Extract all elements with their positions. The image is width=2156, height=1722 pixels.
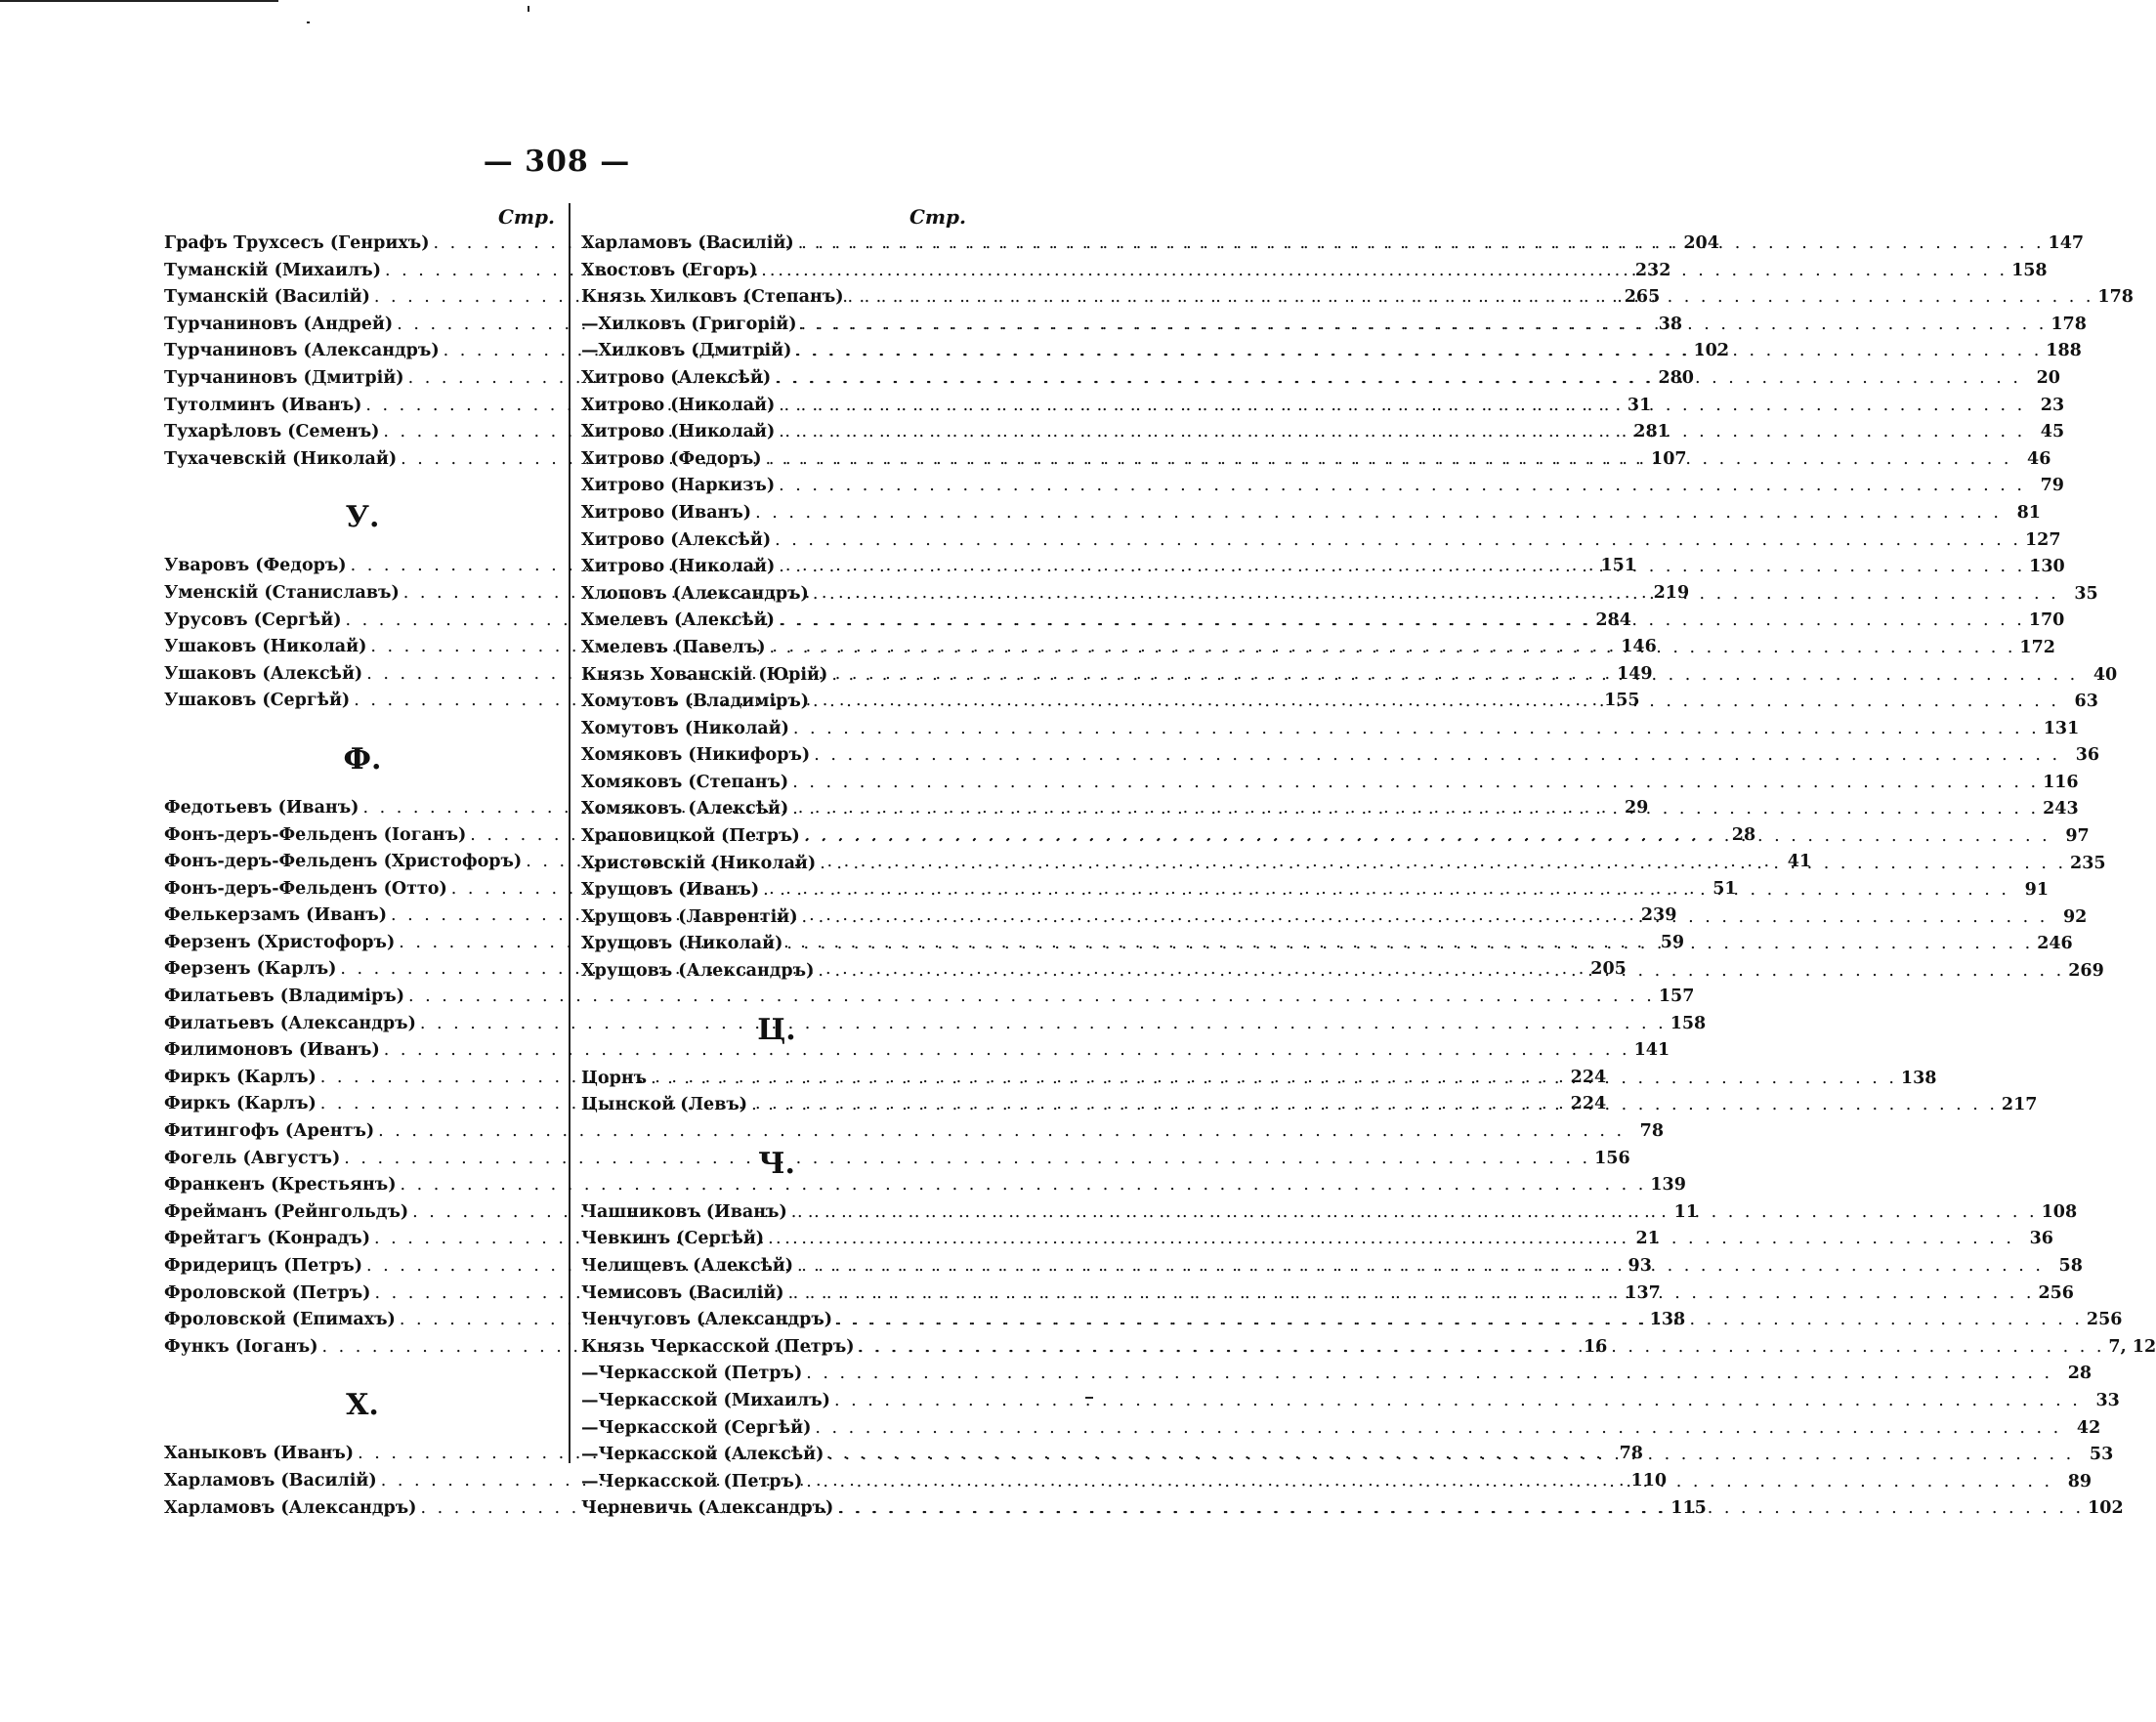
entry-page-number: 36 xyxy=(2075,745,2100,766)
entry-page-number: 116 xyxy=(2043,772,2079,792)
entry-name: Тухачевскій (Николай) xyxy=(164,448,398,469)
dot-leader xyxy=(834,1391,2081,1410)
entry-name: Чемисовъ (Василій) xyxy=(581,1282,784,1303)
index-entry xyxy=(164,987,1695,1014)
entry-page-number: 151 xyxy=(1600,556,1636,576)
entry-page-number: 29 xyxy=(1624,797,1649,818)
entry-name: Хитрово (Федоръ) xyxy=(581,448,762,469)
entry-name: Князь Черкасской (Петръ) xyxy=(581,1336,855,1357)
entry-page-number: 115 xyxy=(1670,1497,1707,1518)
entry-name: Уваровъ (Федоръ) xyxy=(164,556,347,576)
entry-page-number: 172 xyxy=(2019,637,2055,657)
entry-page-number: 102 xyxy=(1693,341,1729,361)
dot-leader xyxy=(797,1256,2044,1276)
entry-page-number: 235 xyxy=(2070,853,2106,873)
entry-page-number: 59 xyxy=(1660,932,1685,952)
entry-name: Христовскій (Николай) xyxy=(581,853,817,873)
dot-leader xyxy=(795,341,2042,360)
entry-page-number: 219 xyxy=(1653,582,1690,603)
entry-name: Ферзенъ (Христофоръ) xyxy=(164,932,396,952)
entry-page-number: 41 xyxy=(1787,852,1812,872)
entry-name: Хитрово (Николай) xyxy=(581,557,776,577)
entry-name: Хитрово (Николай) xyxy=(581,395,776,415)
entry-name: Цынской (Левъ) xyxy=(581,1095,748,1115)
index-entry xyxy=(581,1417,2101,1446)
entry-name: Харламовъ (Василій) xyxy=(581,233,794,253)
entry-name: Черкасской (Петръ) xyxy=(598,1471,803,1491)
dot-leader xyxy=(836,1310,2083,1329)
entry-name: Цорнъ xyxy=(581,1068,648,1088)
entry-page-number: 146 xyxy=(1621,637,1657,657)
entry-name: Харламовъ (Александръ) xyxy=(164,1497,417,1518)
ditto-dash: — xyxy=(581,1364,599,1384)
page-number: — 308 — xyxy=(483,145,631,179)
index-entry xyxy=(164,1013,1707,1041)
dot-leader xyxy=(755,503,2002,523)
entry-page-number: 265 xyxy=(1624,287,1661,308)
entry-name: Фонъ-деръ-Фельденъ (Отто) xyxy=(164,878,447,899)
entry-name: Функъ (Іоганъ) xyxy=(164,1336,318,1357)
dot-leader xyxy=(768,1229,2014,1248)
page-column-header: Стр. xyxy=(909,205,966,229)
entry-page-number: 51 xyxy=(1712,878,1737,899)
index-entry xyxy=(581,1390,2120,1418)
entry-name: Фонъ-деръ-Фельденъ (Іоганъ) xyxy=(164,824,467,845)
entry-page-number: 28 xyxy=(2067,1364,2093,1384)
entry-name: Тухарѣловъ (Семенъ) xyxy=(164,422,380,442)
entry-page-number: 217 xyxy=(2001,1095,2038,1115)
entry-page-number: 108 xyxy=(2041,1201,2078,1222)
entry-name: Фогель (Августъ) xyxy=(164,1148,341,1168)
entry-page-number: 280 xyxy=(1658,367,1694,388)
entry-name: Уменскій (Станиславъ) xyxy=(164,582,400,603)
dot-leader xyxy=(831,665,2078,685)
entry-name: Хрущовъ (Иванъ) xyxy=(581,880,760,901)
entry-page-number: 269 xyxy=(2068,961,2104,982)
entry-page-number: 102 xyxy=(2088,1498,2124,1519)
index-entry xyxy=(581,502,2041,530)
ditto-dash: — xyxy=(581,1390,599,1410)
entry-name: Фроловской (Епимахъ) xyxy=(164,1310,396,1330)
entry-name: Хмелевъ (Алексѣй) xyxy=(581,610,775,631)
entry-page-number: 91 xyxy=(2024,880,2049,901)
entry-name: Турчаниновъ (Александръ) xyxy=(164,341,440,361)
entry-page-number: 170 xyxy=(2028,610,2065,631)
entry-page-number: 53 xyxy=(2089,1445,2114,1465)
entry-page-number: 239 xyxy=(1640,905,1677,926)
entry-page-number: 147 xyxy=(2048,233,2085,253)
index-entry xyxy=(581,529,2061,558)
entry-name: Чашниковъ (Иванъ) xyxy=(581,1201,787,1222)
dot-leader xyxy=(775,368,2021,388)
entry-page-number: 28 xyxy=(1731,824,1756,845)
entry-page-number: 204 xyxy=(1683,233,1719,253)
entry-page-number: 243 xyxy=(2043,799,2079,819)
entry-name: Храповицкой (Петръ) xyxy=(581,826,800,847)
entry-name: Хрущовъ (Лаврентій) xyxy=(581,906,798,927)
dot-leader xyxy=(848,287,2094,307)
entry-name: Ченчуговъ (Александръ) xyxy=(581,1310,833,1330)
entry-name: Фитингофъ (Арентъ) xyxy=(164,1121,375,1142)
entry-name: Фелькерзамъ (Иванъ) xyxy=(164,905,388,926)
section-letter: Ф. xyxy=(343,741,382,777)
entry-name: Хрущовъ (Николай) xyxy=(581,934,783,954)
ditto-dash: — xyxy=(581,314,599,334)
entry-page-number: 155 xyxy=(1604,691,1640,711)
dot-leader xyxy=(786,934,2033,953)
dot-leader xyxy=(827,1445,2074,1464)
entry-name: Филатьевъ (Александръ) xyxy=(164,1013,416,1033)
dot-leader xyxy=(801,907,2048,927)
dot-leader xyxy=(763,880,2009,900)
entry-page-number: 58 xyxy=(2058,1256,2083,1276)
dot-leader xyxy=(814,745,2060,765)
entry-page-number: 138 xyxy=(1900,1068,1937,1088)
entry-name: Хитрово (Иванъ) xyxy=(581,502,752,523)
entry-page-number: 20 xyxy=(2036,367,2060,388)
entry-page-number: 256 xyxy=(2086,1310,2123,1330)
scan-speck xyxy=(307,21,310,23)
entry-page-number: 97 xyxy=(2065,826,2090,847)
ditto-dash: — xyxy=(581,341,599,361)
entry-name: Хитрово (Николай) xyxy=(581,422,776,442)
dot-leader xyxy=(779,476,2025,495)
entry-name: Фроловской (Петръ) xyxy=(164,1282,371,1303)
dot-leader xyxy=(651,1069,1897,1088)
entry-name: Челищевъ (Алексѣй) xyxy=(581,1256,794,1276)
entry-page-number: 178 xyxy=(2097,287,2134,308)
ditto-dash: — xyxy=(581,1417,599,1438)
entry-name: Черкасской (Алексѣй) xyxy=(598,1445,824,1465)
entry-name: Хвостовъ (Егоръ) xyxy=(581,260,758,280)
entry-name: Туманскій (Василій) xyxy=(164,287,370,308)
entry-name: Фонъ-деръ-Фельденъ (Христофоръ) xyxy=(164,852,523,872)
entry-page-number: 16 xyxy=(1583,1336,1608,1357)
dot-leader xyxy=(859,1337,2105,1357)
index-entry xyxy=(581,1364,2093,1391)
dot-leader xyxy=(793,719,2040,738)
entry-page-number: 33 xyxy=(2095,1390,2120,1410)
index-entry xyxy=(581,772,2079,800)
dot-leader xyxy=(788,1283,2035,1303)
entry-name: Черкасской (Сергѣй) xyxy=(598,1417,812,1438)
entry-page-number: 131 xyxy=(2043,718,2080,738)
entry-page-number: 92 xyxy=(2062,906,2088,927)
entry-page-number: 21 xyxy=(1635,1229,1660,1249)
entry-name: Хомяковъ (Степанъ) xyxy=(581,772,789,792)
entry-name: Хомутовъ (Николай) xyxy=(581,718,789,738)
entry-name: Франкенъ (Крестьянъ) xyxy=(164,1175,397,1196)
entry-name: Князь Хованскій (Юрій) xyxy=(581,664,828,685)
entry-name: Черкасской (Петръ) xyxy=(598,1364,803,1384)
entry-page-number: 35 xyxy=(2074,583,2098,604)
dot-leader xyxy=(775,530,2021,550)
entry-name: Хитрово (Наркизъ) xyxy=(581,476,776,496)
entry-page-number: 224 xyxy=(1570,1094,1607,1114)
entry-page-number: 137 xyxy=(1625,1282,1661,1303)
entry-page-number: 256 xyxy=(2038,1282,2074,1303)
dot-leader xyxy=(815,1418,2061,1438)
dot-leader xyxy=(801,315,2048,334)
entry-page-number: 224 xyxy=(1570,1067,1607,1087)
scan-edge-line xyxy=(0,0,278,2)
entry-name: Хлоповъ (Александръ) xyxy=(581,583,809,604)
dot-leader xyxy=(837,1498,2084,1518)
entry-page-number: 139 xyxy=(1650,1175,1686,1196)
index-entry xyxy=(164,1148,1630,1176)
entry-name: Туманскій (Михаилъ) xyxy=(164,260,382,280)
dot-leader xyxy=(779,396,2025,415)
entry-page-number: 31 xyxy=(1627,395,1652,415)
entry-page-number: 188 xyxy=(2046,341,2082,361)
entry-page-number: 45 xyxy=(2040,422,2065,442)
dot-leader xyxy=(779,422,2025,441)
section-letter: У. xyxy=(345,500,380,535)
entry-page-number: 110 xyxy=(1630,1470,1668,1491)
entry-page-number: 78 xyxy=(1619,1444,1643,1464)
dot-leader xyxy=(792,773,2039,792)
entry-name: Хрущовъ (Александръ) xyxy=(581,961,815,982)
entry-page-number: 205 xyxy=(1590,959,1627,980)
entry-page-number: 46 xyxy=(2027,448,2051,469)
entry-page-number: 281 xyxy=(1633,422,1670,442)
entry-page-number: 138 xyxy=(1649,1310,1686,1330)
dot-leader xyxy=(766,449,2012,469)
entry-name: Хитрово (Алексѣй) xyxy=(581,529,772,550)
entry-page-number: 127 xyxy=(2024,529,2061,550)
page-column-header: Стр. xyxy=(497,205,555,229)
index-entry xyxy=(581,745,2100,773)
dot-leader xyxy=(779,610,2025,630)
entry-name: Турчаниновъ (Андрей) xyxy=(164,314,394,334)
index-entry xyxy=(164,1040,1670,1068)
entry-name: Хилковъ (Дмитрій) xyxy=(598,341,792,361)
entry-name: Фиркъ (Карлъ) xyxy=(164,1094,317,1114)
entry-name: Харламовъ (Василій) xyxy=(164,1470,377,1491)
entry-page-number: 284 xyxy=(1595,609,1631,630)
dot-leader xyxy=(818,961,2064,981)
entry-page-number: 23 xyxy=(2040,395,2065,415)
entry-name: Турчаниновъ (Дмитрій) xyxy=(164,367,404,388)
entry-name: Черневичь (Александръ) xyxy=(581,1498,834,1519)
entry-page-number: 36 xyxy=(2029,1229,2053,1249)
dot-leader xyxy=(806,1364,2052,1383)
entry-name: Князь Хилковъ (Степанъ) xyxy=(581,287,844,308)
entry-name: Ушаковъ (Сергѣй) xyxy=(164,691,351,711)
entry-name: Ушаковъ (Алексѣй) xyxy=(164,663,363,684)
entry-page-number: 149 xyxy=(1617,663,1653,684)
entry-page-number: 78 xyxy=(1639,1121,1665,1142)
index-entry xyxy=(164,1121,1665,1149)
entry-page-number: 40 xyxy=(2093,664,2118,685)
ditto-dash: — xyxy=(581,1471,599,1491)
entry-page-number: 178 xyxy=(2050,314,2087,334)
dot-leader xyxy=(761,261,2008,280)
entry-page-number: 246 xyxy=(2037,934,2073,954)
dot-leader xyxy=(798,233,2045,253)
entry-name: Тутолминъ (Иванъ) xyxy=(164,395,362,415)
index-entry xyxy=(164,1175,1686,1202)
entry-name: Федотьевъ (Иванъ) xyxy=(164,797,359,818)
entry-name: Урусовъ (Сергѣй) xyxy=(164,609,342,630)
entry-name: Ханыковъ (Иванъ) xyxy=(164,1444,355,1464)
entry-page-number: 63 xyxy=(2074,692,2098,712)
entry-name: Хомяковъ (Никифоръ) xyxy=(581,745,811,766)
dot-leader xyxy=(791,1202,2038,1222)
entry-name: Хилковъ (Григорій) xyxy=(598,314,797,334)
dot-leader xyxy=(779,557,2025,576)
entry-page-number: 157 xyxy=(1658,987,1695,1007)
entry-page-number: 11 xyxy=(1673,1201,1699,1222)
entry-name: Фиркъ (Карлъ) xyxy=(164,1067,317,1087)
entry-page-number: 93 xyxy=(1628,1256,1652,1276)
entry-name: Хмелевъ (Павелъ) xyxy=(581,637,766,657)
entry-name: Чевкинъ (Сергѣй) xyxy=(581,1229,765,1249)
dot-leader xyxy=(378,1121,1625,1141)
entry-name: Филимоновъ (Иванъ) xyxy=(164,1040,380,1061)
entry-name: Ушаковъ (Николай) xyxy=(164,637,367,657)
entry-name: Хитрово (Алексѣй) xyxy=(581,367,772,388)
entry-page-number: 158 xyxy=(2011,260,2048,280)
entry-page-number: 89 xyxy=(2067,1471,2093,1491)
entry-name: Графъ Трухсесъ (Генрихъ) xyxy=(164,233,430,253)
dot-leader xyxy=(804,826,2050,846)
entry-name: Хомутовъ (Владиміръ) xyxy=(581,692,810,712)
dot-leader xyxy=(813,584,2059,604)
entry-page-number: 107 xyxy=(1651,448,1687,469)
entry-page-number: 232 xyxy=(1634,260,1671,280)
entry-page-number: 158 xyxy=(1670,1013,1707,1033)
entry-page-number: 81 xyxy=(2016,502,2041,523)
entry-name: Хомяковъ (Алексѣй) xyxy=(581,799,789,819)
entry-page-number: 7, 12 xyxy=(2108,1336,2156,1357)
dot-leader xyxy=(770,638,2016,657)
entry-name: Ферзенъ (Карлъ) xyxy=(164,959,337,980)
scan-speck xyxy=(528,6,529,12)
index-entry xyxy=(581,718,2080,746)
entry-page-number: 38 xyxy=(1658,314,1683,334)
dot-leader xyxy=(813,692,2059,711)
dot-leader xyxy=(806,1472,2052,1491)
section-letter: Ц. xyxy=(757,1012,796,1047)
entry-name: Филатьевъ (Владиміръ) xyxy=(164,987,404,1007)
entry-name: Фридерицъ (Петръ) xyxy=(164,1256,363,1276)
dot-leader xyxy=(820,854,2066,873)
index-entry xyxy=(581,476,2064,503)
entry-page-number: 79 xyxy=(2040,476,2064,496)
section-letter: Ч. xyxy=(758,1146,795,1181)
ditto-dash: — xyxy=(581,1445,599,1465)
entry-page-number: 141 xyxy=(1633,1040,1670,1061)
dot-leader xyxy=(384,1040,1630,1060)
entry-name: Фрейманъ (Рейнгольдъ) xyxy=(164,1201,409,1222)
dot-leader xyxy=(751,1095,1998,1114)
entry-name: Фрейтагъ (Конрадъ) xyxy=(164,1229,370,1249)
section-letter: Х. xyxy=(346,1388,379,1423)
dot-leader xyxy=(792,799,2039,819)
entry-name: Черкасской (Михаилъ) xyxy=(598,1390,830,1410)
entry-page-number: 42 xyxy=(2076,1417,2101,1438)
entry-page-number: 156 xyxy=(1594,1148,1630,1168)
entry-page-number: 130 xyxy=(2029,557,2065,577)
